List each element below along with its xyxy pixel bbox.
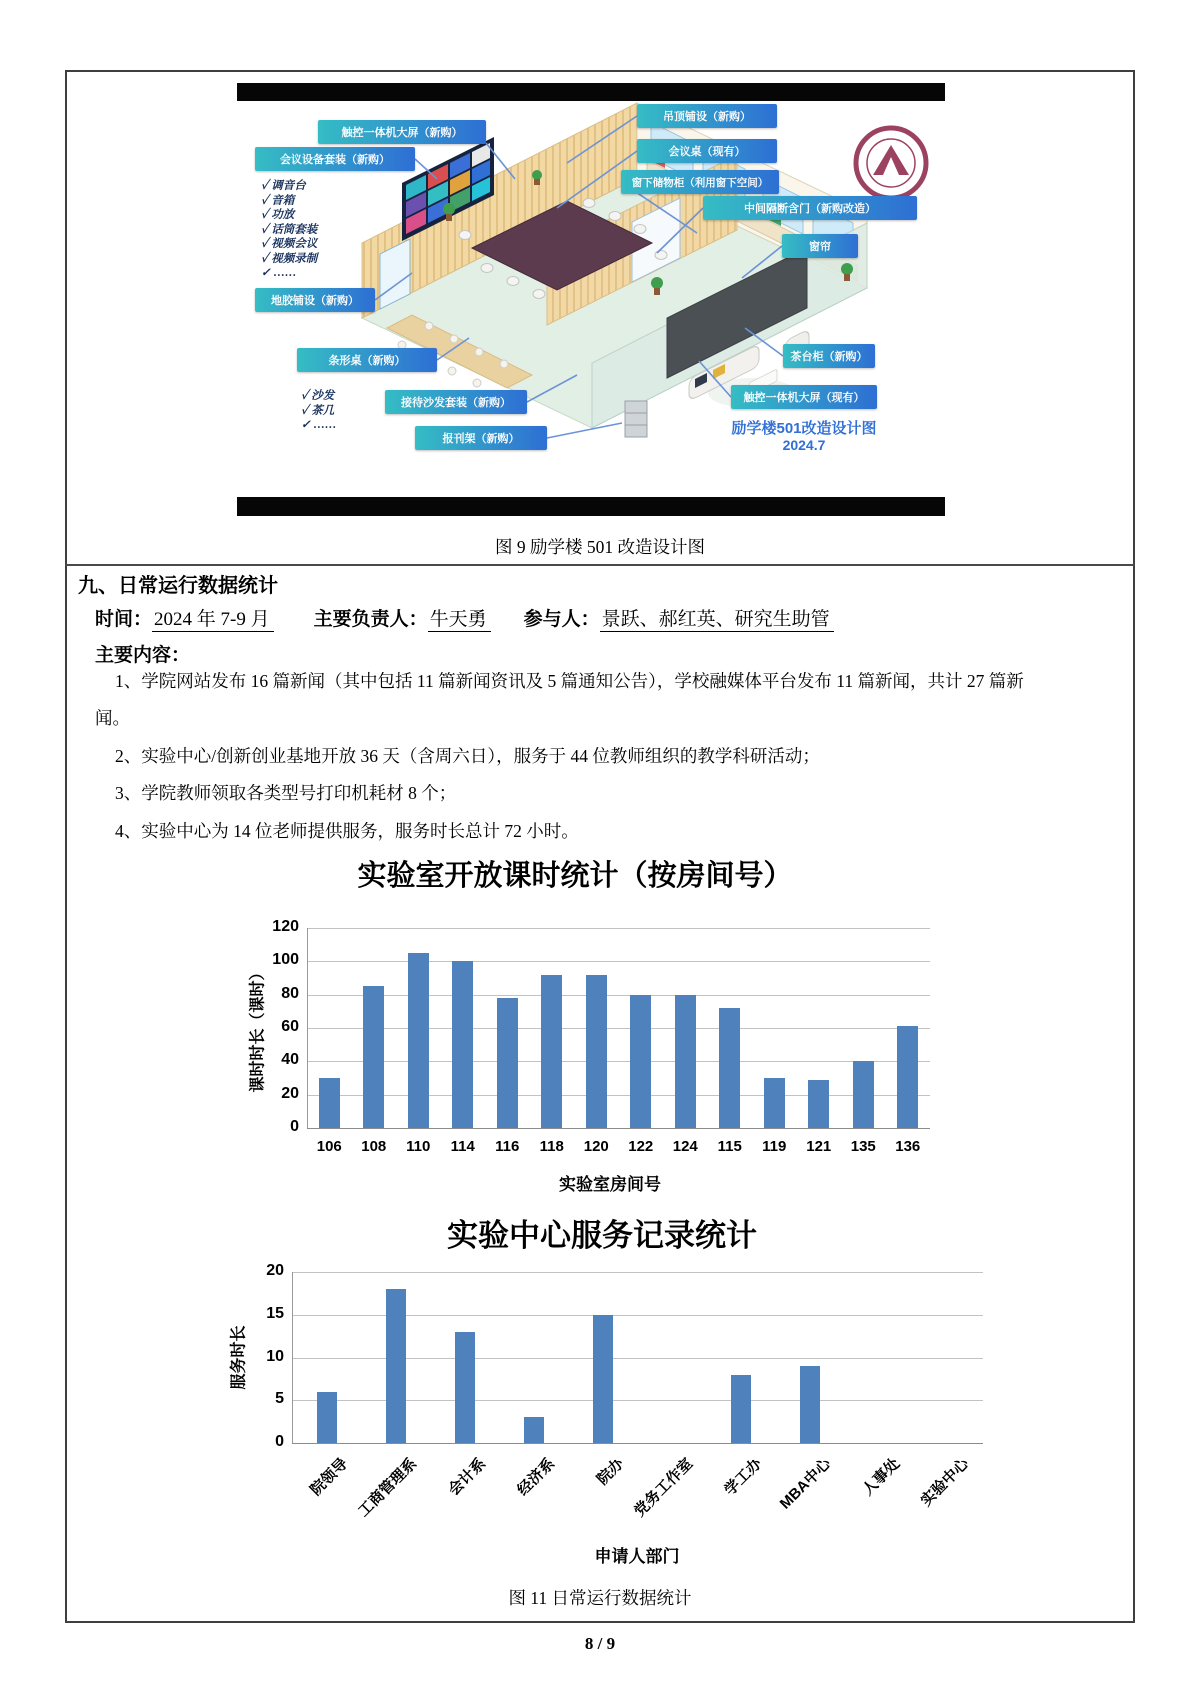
- content-items: [95, 663, 1043, 850]
- bar-106: [319, 1078, 340, 1128]
- bar-119: [764, 1078, 785, 1128]
- bar-116: [497, 998, 518, 1128]
- y-tick-10: 10: [266, 1347, 284, 1365]
- x-tick-115: 115: [717, 1138, 742, 1155]
- leader-label: 主要负责人：: [313, 609, 428, 630]
- chart-lab-hours: [220, 845, 995, 1203]
- y-tick-80: 80: [281, 984, 299, 1002]
- x-tick-会计系: 会计系: [445, 1455, 489, 1499]
- gridline-100: [307, 961, 930, 962]
- gridline-60: [307, 1028, 930, 1029]
- diagram-date: 2024.7: [782, 437, 826, 453]
- figure11-caption: 图 11 日常运行数据统计: [508, 1588, 692, 1608]
- bar-110: [408, 953, 429, 1128]
- bar-120: [586, 975, 607, 1128]
- x-tick-实验中心: 实验中心: [918, 1455, 973, 1510]
- av-equipment-checklist: ✓ 调音台 ✓ 音箱 ✓ 功放 ✓ 话筒套装 ✓ 视频会议 ✓ 视频录制 ✓ ……: [261, 180, 318, 279]
- x-tick-党务工作室: 党务工作室: [631, 1455, 697, 1521]
- x-tick-116: 116: [495, 1138, 520, 1155]
- bar-MBA中心: [800, 1366, 820, 1443]
- x-tick-122: 122: [628, 1138, 654, 1155]
- diagram-title: 励学楼501改造设计图: [731, 420, 877, 437]
- participants-value: 景跃、郝红英、研究生助管: [600, 609, 834, 632]
- y-axis-line: [307, 928, 308, 1128]
- bar-122: [630, 995, 651, 1128]
- content-label: 主要内容：: [95, 645, 191, 666]
- x-tick-119: 119: [762, 1138, 787, 1155]
- y-tick-0: 0: [290, 1118, 299, 1135]
- gridline-80: [307, 995, 930, 996]
- sofa-checklist: ✓ 沙发 ✓ 茶几 ✓ ……: [301, 390, 337, 431]
- chart-service-records: [215, 1205, 1010, 1585]
- y-axis-line: [292, 1272, 293, 1443]
- section-meta: [95, 604, 834, 631]
- y-tick-0: 0: [275, 1433, 284, 1450]
- x-tick-135: 135: [850, 1138, 876, 1155]
- x-tick-114: 114: [450, 1138, 475, 1155]
- bar-经济系: [524, 1417, 544, 1443]
- x-tick-院办: 院办: [593, 1455, 628, 1489]
- y-tick-40: 40: [281, 1051, 299, 1069]
- x-tick-108: 108: [361, 1138, 387, 1155]
- content-item-3: 3、学院教师领取各类型号打印机耗材 8 个；: [115, 783, 457, 804]
- x-axis-title: 实验室房间号: [559, 1175, 661, 1194]
- content-item-1: 1、学院网站发布 16 篇新闻（其中包括 11 篇新闻资讯及 5 篇通知公告），学校融媒体平台发布 11 篇新闻，共计 27 篇新闻。: [95, 671, 1024, 729]
- y-tick-120: 120: [272, 918, 299, 935]
- content-item-2: 2、实验中心/创新创业基地开放 36 天（含周六日），服务于 44 位教师组织的教学科研活动；: [115, 745, 820, 766]
- diagram-label-bar_table: 条形桌（新购）: [297, 348, 437, 372]
- bar-136: [897, 1026, 918, 1128]
- diagram-label-tea_cabinet: 茶台柜（新购）: [783, 344, 875, 368]
- content-item-4: 4、实验中心为 14 位老师提供服务，服务时长总计 72 小时。: [115, 820, 579, 841]
- diagram-label-rack: 报刊架（新购）: [415, 426, 547, 450]
- diagram-label-curtain: 窗帘: [782, 234, 858, 258]
- chart-title: 实验中心服务记录统计: [447, 1218, 757, 1253]
- y-tick-15: 15: [266, 1304, 284, 1322]
- x-tick-人事处: 人事处: [859, 1455, 904, 1499]
- gridline-120: [307, 928, 930, 929]
- figure9-caption: 图 9 励学楼 501 改造设计图: [495, 537, 705, 557]
- image-top-bar: [237, 83, 945, 101]
- diagram-label-touch_new: 触控一体机大屏（新购）: [318, 120, 486, 144]
- y-axis-title: 服务时长: [230, 1325, 248, 1390]
- university-logo-icon: [856, 128, 926, 198]
- x-tick-MBA中心: MBA中心: [776, 1455, 835, 1513]
- diagram-label-floor_glue: 地胶铺设（新购）: [255, 288, 375, 312]
- figure9-design-image: [237, 83, 945, 516]
- x-tick-118: 118: [539, 1138, 564, 1155]
- gridline-20: [292, 1272, 983, 1273]
- diagram-label-sofa_set: 接待沙发套装（新购）: [385, 390, 527, 414]
- y-tick-20: 20: [266, 1262, 284, 1279]
- bar-114: [452, 961, 473, 1128]
- chart-title: 实验室开放课时统计（按房间号）: [357, 860, 793, 892]
- y-tick-60: 60: [281, 1018, 299, 1035]
- x-tick-院领导: 院领导: [306, 1455, 351, 1499]
- image-bottom-bar: [237, 497, 945, 516]
- bar-工商管理系: [386, 1289, 406, 1443]
- bar-118: [541, 975, 562, 1128]
- x-tick-学工办: 学工办: [721, 1455, 766, 1499]
- bar-124: [675, 995, 696, 1128]
- diagram-label-av_set: 会议设备套装（新购）: [255, 147, 415, 171]
- bar-115: [719, 1008, 740, 1128]
- participants-label: 参与人：: [523, 609, 600, 630]
- y-tick-20: 20: [281, 1084, 299, 1102]
- bar-院办: [593, 1315, 613, 1443]
- section-heading: 九、日常运行数据统计: [78, 575, 278, 597]
- x-tick-121: 121: [806, 1138, 832, 1155]
- diagram-label-ceiling: 吊顶铺设（新购）: [637, 104, 777, 128]
- x-tick-136: 136: [895, 1138, 921, 1155]
- x-tick-124: 124: [672, 1138, 698, 1155]
- diagram-label-screen_existing: 触控一体机大屏（现有）: [731, 385, 877, 409]
- x-tick-经济系: 经济系: [514, 1455, 558, 1499]
- y-tick-5: 5: [275, 1390, 284, 1408]
- x-tick-110: 110: [406, 1138, 431, 1155]
- bar-院领导: [317, 1392, 337, 1443]
- y-axis-title: 课时时长（课时）: [249, 964, 267, 1093]
- bar-108: [363, 986, 384, 1128]
- gridline-40: [307, 1061, 930, 1062]
- gridline-20: [307, 1095, 930, 1096]
- leader-value: 牛天勇: [428, 609, 491, 632]
- row-divider: [65, 564, 1135, 566]
- x-axis-title: 申请人部门: [594, 1547, 680, 1566]
- x-tick-工商管理系: 工商管理系: [354, 1455, 420, 1521]
- y-tick-100: 100: [272, 951, 299, 969]
- x-tick-120: 120: [583, 1138, 609, 1155]
- x-tick-106: 106: [316, 1138, 342, 1155]
- gridline-0: [307, 1128, 930, 1129]
- page-number: 8 / 9: [584, 1634, 616, 1653]
- bar-135: [853, 1061, 874, 1128]
- diagram-label-partition: 中间隔断含门（新购改造）: [703, 196, 917, 220]
- diagram-label-table_existing: 会议桌（现有）: [637, 139, 777, 163]
- bar-学工办: [731, 1375, 751, 1443]
- diagram-label-window_cabinet: 窗下储物柜（利用窗下空间）: [621, 170, 779, 194]
- bar-121: [808, 1080, 829, 1128]
- magazine-rack: [625, 401, 647, 437]
- time-value: 2024 年 7-9 月: [152, 609, 274, 632]
- gridline-0: [292, 1443, 983, 1444]
- bar-会计系: [455, 1332, 475, 1443]
- time-label: 时间：: [95, 609, 153, 630]
